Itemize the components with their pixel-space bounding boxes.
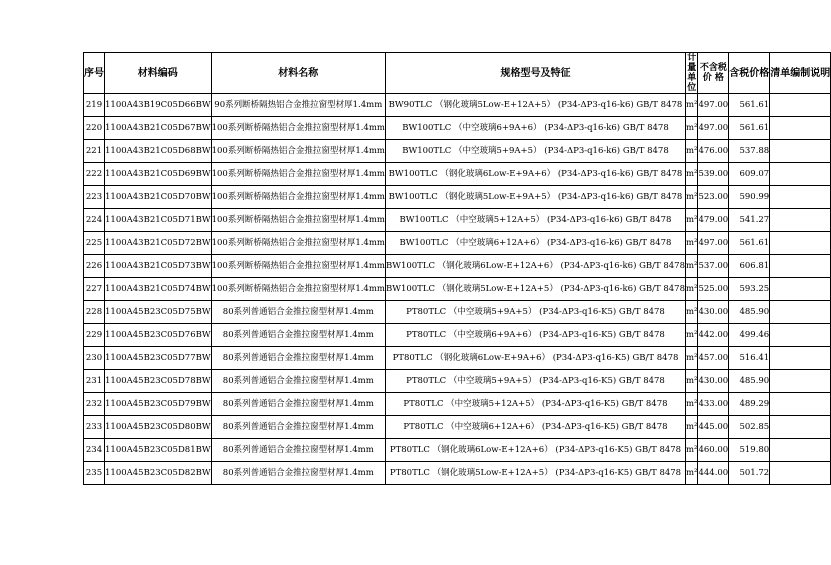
- material-spec: BW100TLC （中空玻璃5+9A+5） (P34-ΔP3-q16-k6) GB/T 8478: [402, 145, 669, 156]
- price-incl-tax: 590.99: [739, 191, 770, 202]
- material-name: 100系列断桥隔热铝合金推拉窗型材厚1.4mm: [211, 191, 385, 202]
- unit: m²: [686, 237, 698, 248]
- price-incl-tax: 537.88: [739, 145, 770, 156]
- row-index: 222: [85, 168, 103, 179]
- note-cell: [770, 416, 831, 439]
- material-code: 1100A45B23C05D75BW: [105, 306, 211, 317]
- unit: m²: [686, 352, 698, 363]
- material-spec: PT80TLC （中空玻璃5+9A+5） (P34-ΔP3-q16-K5) GB/T 8478: [406, 306, 665, 317]
- table-row: [84, 163, 831, 186]
- row-index: 232: [85, 398, 103, 409]
- price-incl-tax: 606.81: [739, 260, 770, 271]
- table-row: [84, 232, 831, 255]
- unit: m²: [686, 191, 698, 202]
- note-cell: [770, 232, 831, 255]
- material-name: 100系列断桥隔热铝合金推拉窗型材厚1.4mm: [211, 214, 385, 225]
- table-row: [84, 416, 831, 439]
- table-row: [84, 462, 831, 485]
- row-index: 235: [85, 467, 103, 478]
- row-index: 233: [85, 421, 103, 432]
- note-cell: [770, 209, 831, 232]
- material-code: 1100A45B23C05D79BW: [105, 398, 211, 409]
- table-row: [84, 186, 831, 209]
- unit: m²: [686, 145, 698, 156]
- row-index: 220: [85, 122, 103, 133]
- row-index: 230: [85, 352, 103, 363]
- material-code: 1100A43B21C05D68BW: [105, 145, 211, 156]
- row-index: 226: [85, 260, 103, 271]
- material-name: 80系列普通铝合金推拉窗型材厚1.4mm: [222, 467, 374, 478]
- unit: m²: [686, 122, 698, 133]
- header-code: 材料编码: [105, 53, 212, 94]
- note-cell: [770, 462, 831, 485]
- material-code: 1100A43B21C05D72BW: [105, 237, 211, 248]
- unit: m²: [686, 99, 698, 110]
- material-code: 1100A45B23C05D82BW: [105, 467, 211, 478]
- price-incl-tax: 502.85: [739, 421, 770, 432]
- note-cell: [770, 186, 831, 209]
- material-code: 1100A45B23C05D77BW: [105, 352, 211, 363]
- material-spec: BW90TLC （钢化玻璃5Low-E+12A+5） (P34-ΔP3-q16-k6) GB/T 8478: [388, 99, 683, 110]
- material-name: 80系列普通铝合金推拉窗型材厚1.4mm: [222, 398, 374, 409]
- header-price-ex-tax: 不含税价 格: [698, 53, 729, 94]
- row-index: 234: [85, 444, 103, 455]
- note-cell: [770, 347, 831, 370]
- material-spec: BW100TLC （钢化玻璃5Low-E+12A+5） (P34-ΔP3-q16-k6) GB/T 8478: [385, 283, 685, 294]
- price-ex-tax: 460.00: [698, 444, 729, 455]
- price-ex-tax: 523.00: [698, 191, 729, 202]
- material-spec: PT80TLC （钢化玻璃6Low-E+12A+6） (P34-ΔP3-q16-K5) GB/T 8478: [389, 444, 682, 455]
- price-incl-tax: 541.27: [739, 214, 770, 225]
- row-index: 229: [85, 329, 103, 340]
- row-index: 225: [85, 237, 103, 248]
- material-spec: BW100TLC （钢化玻璃6Low-E+12A+6） (P34-ΔP3-q16-k6) GB/T 8478: [385, 260, 685, 271]
- price-incl-tax: 561.61: [739, 99, 770, 110]
- material-name: 90系列断桥隔热铝合金推拉窗型材厚1.4mm: [214, 99, 383, 110]
- material-code: 1100A43B21C05D67BW: [105, 122, 211, 133]
- unit: m²: [686, 421, 698, 432]
- material-name: 80系列普通铝合金推拉窗型材厚1.4mm: [222, 329, 374, 340]
- material-spec: PT80TLC （钢化玻璃5Low-E+12A+5） (P34-ΔP3-q16-K5) GB/T 8478: [389, 467, 682, 478]
- table-row: [84, 393, 831, 416]
- material-name: 100系列断桥隔热铝合金推拉窗型材厚1.4mm: [211, 122, 385, 133]
- table-row: [84, 324, 831, 347]
- unit: m²: [686, 329, 698, 340]
- material-code: 1100A43B21C05D69BW: [105, 168, 211, 179]
- price-incl-tax: 499.46: [739, 329, 770, 340]
- note-cell: [770, 117, 831, 140]
- material-code: 1100A45B23C05D81BW: [105, 444, 211, 455]
- material-code: 1100A45B23C05D78BW: [105, 375, 211, 386]
- header-row: [84, 53, 831, 94]
- unit: m²: [686, 306, 698, 317]
- header-note: 清单编制说明: [770, 53, 831, 94]
- row-index: 221: [85, 145, 103, 156]
- unit: m²: [686, 444, 698, 455]
- row-index: 227: [85, 283, 103, 294]
- material-name: 100系列断桥隔热铝合金推拉窗型材厚1.4mm: [211, 237, 385, 248]
- table-body: [84, 94, 831, 485]
- price-incl-tax: 485.90: [739, 306, 770, 317]
- price-ex-tax: 537.00: [698, 260, 729, 271]
- table-row: [84, 370, 831, 393]
- material-name: 80系列普通铝合金推拉窗型材厚1.4mm: [222, 421, 374, 432]
- note-cell: [770, 255, 831, 278]
- material-name: 100系列断桥隔热铝合金推拉窗型材厚1.4mm: [211, 145, 385, 156]
- price-ex-tax: 445.00: [698, 421, 729, 432]
- material-name: 100系列断桥隔热铝合金推拉窗型材厚1.4mm: [211, 260, 385, 271]
- price-incl-tax: 489.29: [739, 398, 770, 409]
- material-code: 1100A45B23C05D76BW: [105, 329, 211, 340]
- material-spec: PT80TLC （中空玻璃5+12A+5） (P34-ΔP3-q16-K5) GB/T 8478: [403, 398, 668, 409]
- price-ex-tax: 442.00: [698, 329, 729, 340]
- price-ex-tax: 539.00: [698, 168, 729, 179]
- price-incl-tax: 485.90: [739, 375, 770, 386]
- material-name: 100系列断桥隔热铝合金推拉窗型材厚1.4mm: [211, 168, 385, 179]
- material-spec: BW100TLC （中空玻璃6+9A+6） (P34-ΔP3-q16-k6) GB/T 8478: [402, 122, 669, 133]
- row-index: 223: [85, 191, 103, 202]
- header-index: 序号: [84, 53, 105, 94]
- material-name: 80系列普通铝合金推拉窗型材厚1.4mm: [222, 375, 374, 386]
- unit: m²: [686, 283, 698, 294]
- header-price-incl-tax: 含税价格: [729, 53, 770, 94]
- note-cell: [770, 140, 831, 163]
- price-ex-tax: 525.00: [698, 283, 729, 294]
- price-incl-tax: 501.72: [739, 467, 770, 478]
- material-name: 100系列断桥隔热铝合金推拉窗型材厚1.4mm: [211, 283, 385, 294]
- price-ex-tax: 497.00: [698, 122, 729, 133]
- unit: m²: [686, 467, 698, 478]
- material-spec: PT80TLC （中空玻璃5+9A+5） (P34-ΔP3-q16-K5) GB/T 8478: [406, 375, 665, 386]
- price-ex-tax: 497.00: [698, 99, 729, 110]
- material-code: 1100A43B19C05D66BW: [105, 99, 211, 110]
- price-ex-tax: 430.00: [698, 306, 729, 317]
- price-ex-tax: 430.00: [698, 375, 729, 386]
- unit: m²: [686, 398, 698, 409]
- material-code: 1100A43B21C05D70BW: [105, 191, 211, 202]
- table-row: [84, 255, 831, 278]
- material-name: 80系列普通铝合金推拉窗型材厚1.4mm: [222, 306, 374, 317]
- row-index: 231: [85, 375, 103, 386]
- note-cell: [770, 370, 831, 393]
- material-code: 1100A43B21C05D71BW: [105, 214, 211, 225]
- price-ex-tax: 457.00: [698, 352, 729, 363]
- header-spec: 规格型号及特征: [385, 53, 685, 94]
- material-spec: BW100TLC （中空玻璃6+12A+6） (P34-ΔP3-q16-k6) GB/T 8478: [399, 237, 672, 248]
- note-cell: [770, 94, 831, 117]
- material-spec: BW100TLC （中空玻璃5+12A+5） (P34-ΔP3-q16-k6) GB/T 8478: [399, 214, 672, 225]
- unit: m²: [686, 375, 698, 386]
- material-spec: PT80TLC （中空玻璃6+9A+6） (P34-ΔP3-q16-K5) GB/T 8478: [406, 329, 665, 340]
- material-code: 1100A43B21C05D74BW: [105, 283, 211, 294]
- unit: m²: [686, 214, 698, 225]
- material-code: 1100A45B23C05D80BW: [105, 421, 211, 432]
- note-cell: [770, 301, 831, 324]
- note-cell: [770, 393, 831, 416]
- note-cell: [770, 163, 831, 186]
- header-unit: 计量单位: [687, 53, 697, 93]
- price-incl-tax: 519.80: [739, 444, 770, 455]
- note-cell: [770, 278, 831, 301]
- row-index: 224: [85, 214, 103, 225]
- price-incl-tax: 561.61: [739, 237, 770, 248]
- material-spec: BW100TLC （钢化玻璃5Low-E+9A+5） (P34-ΔP3-q16-k6) GB/T 8478: [388, 191, 683, 202]
- row-index: 219: [85, 99, 103, 110]
- price-ex-tax: 497.00: [698, 237, 729, 248]
- table-row: [84, 347, 831, 370]
- material-spec: BW100TLC （钢化玻璃6Low-E+9A+6） (P34-ΔP3-q16-k6) GB/T 8478: [388, 168, 683, 179]
- price-ex-tax: 476.00: [698, 145, 729, 156]
- unit: m²: [686, 168, 698, 179]
- material-code: 1100A43B21C05D73BW: [105, 260, 211, 271]
- price-incl-tax: 561.61: [739, 122, 770, 133]
- unit: m²: [686, 260, 698, 271]
- price-ex-tax: 444.00: [698, 467, 729, 478]
- table-row: [84, 439, 831, 462]
- material-spec: PT80TLC （中空玻璃6+12A+6） (P34-ΔP3-q16-K5) GB/T 8478: [403, 421, 668, 432]
- table-row: [84, 117, 831, 140]
- row-index: 228: [85, 306, 103, 317]
- note-cell: [770, 439, 831, 462]
- table-row: [84, 140, 831, 163]
- material-spec: PT80TLC （钢化玻璃6Low-E+9A+6） (P34-ΔP3-q16-K5) GB/T 8478: [392, 352, 679, 363]
- price-incl-tax: 609.07: [739, 168, 770, 179]
- header-name: 材料名称: [211, 53, 385, 94]
- price-incl-tax: 516.41: [739, 352, 770, 363]
- price-incl-tax: 593.25: [739, 283, 770, 294]
- price-ex-tax: 479.00: [698, 214, 729, 225]
- material-name: 80系列普通铝合金推拉窗型材厚1.4mm: [222, 352, 374, 363]
- table-row: [84, 278, 831, 301]
- table-row: [84, 94, 831, 117]
- note-cell: [770, 324, 831, 347]
- table-row: [84, 301, 831, 324]
- table-row: [84, 209, 831, 232]
- material-name: 80系列普通铝合金推拉窗型材厚1.4mm: [222, 444, 374, 455]
- materials-price-table: [83, 52, 831, 485]
- price-ex-tax: 433.00: [698, 398, 729, 409]
